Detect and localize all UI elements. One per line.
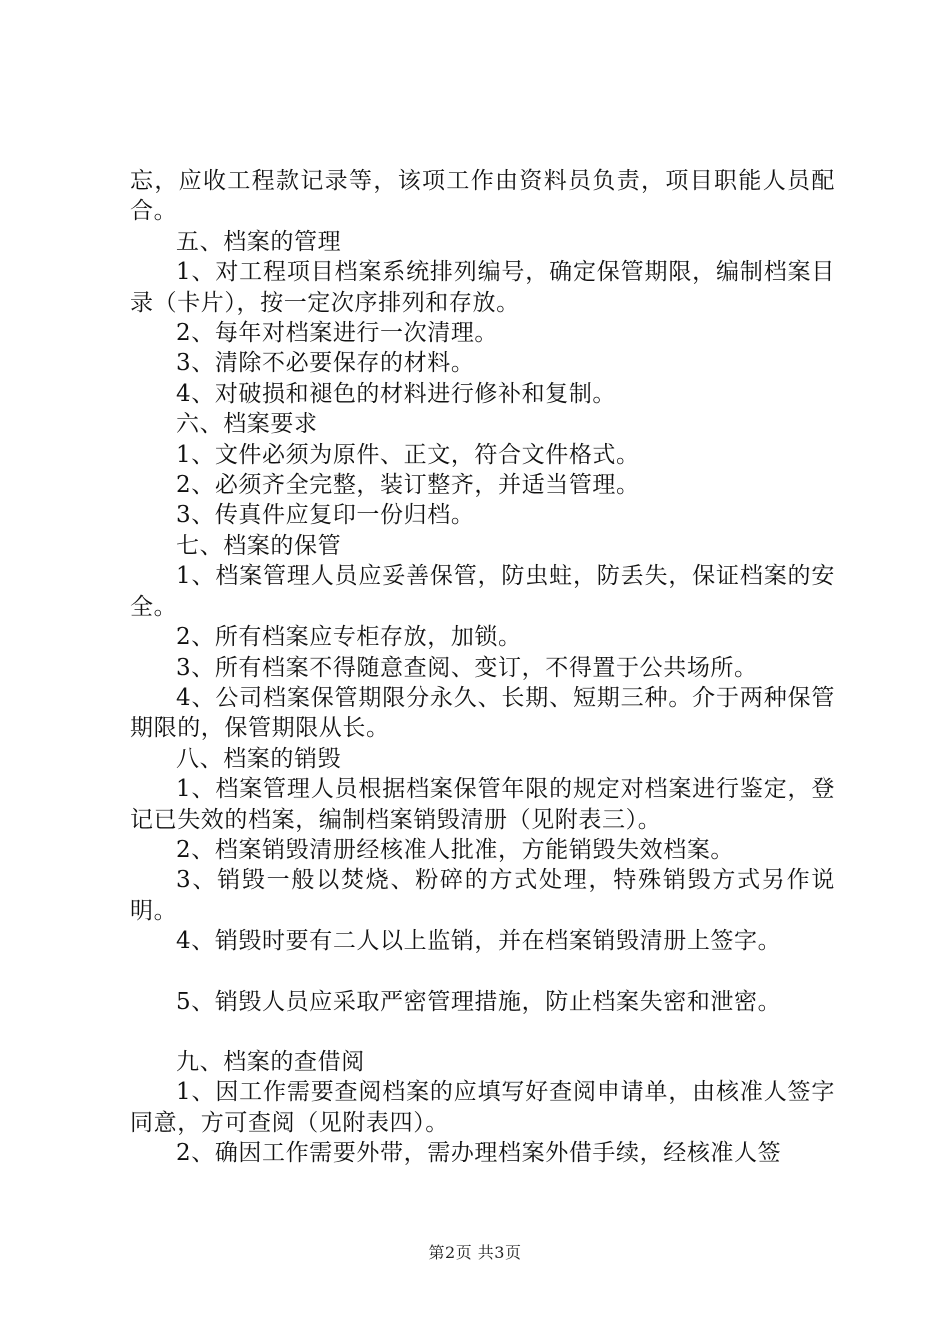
section-heading: 九、档案的查借阅 xyxy=(176,1048,365,1075)
document-body xyxy=(130,166,835,1169)
section-heading: 五、档案的管理 xyxy=(176,228,342,255)
section-heading: 七、档案的保管 xyxy=(176,532,342,559)
section-heading: 六、档案要求 xyxy=(176,411,318,438)
paragraph: 2、每年对档案进行一次清理。 xyxy=(176,320,499,347)
paragraph: 1、对工程项目档案系统排列编号，确定保管期限，编制档案目录（卡片），按一定次序排列和存放。 xyxy=(130,259,835,316)
page-number-label: 第2页 共3页 xyxy=(428,1243,522,1262)
paragraph: 2、必须齐全完整，装订整齐，并适当管理。 xyxy=(176,472,640,499)
page-footer xyxy=(0,1240,950,1263)
paragraph: 4、公司档案保管期限分永久、长期、短期三种。介于两种保管期限的，保管期限从长。 xyxy=(130,684,835,742)
paragraph: 4、销毁时要有二人以上监销，并在档案销毁清册上签字。 xyxy=(176,928,782,955)
paragraph: 3、销毁一般以焚烧、粉碎的方式处理，特殊销毁方式另作说明。 xyxy=(130,867,835,924)
paragraph: 1、因工作需要查阅档案的应填写好查阅申请单，由核准人签字同意，方可查阅（见附表四）。 xyxy=(130,1079,835,1136)
paragraph: 3、所有档案不得随意查阅、变订，不得置于公共场所。 xyxy=(176,654,758,681)
paragraph: 2、确因工作需要外带，需办理档案外借手续，经核准人签 xyxy=(176,1140,782,1167)
paragraph: 2、档案销毁清册经核准人批准，方能销毁失效档案。 xyxy=(176,836,735,863)
paragraph: 忘，应收工程款记录等，该项工作由资料员负责，项目职能人员配合。 xyxy=(130,168,835,225)
paragraph: 5、销毁人员应采取严密管理措施，防止档案失密和泄密。 xyxy=(176,988,782,1015)
paragraph: 2、所有档案应专柜存放，加锁。 xyxy=(176,624,522,651)
paragraph: 4、对破损和褪色的材料进行修补和复制。 xyxy=(176,380,617,407)
paragraph: 1、文件必须为原件、正文，符合文件格式。 xyxy=(176,441,640,468)
paragraph: 3、清除不必要保存的材料。 xyxy=(176,350,475,377)
paragraph: 1、档案管理人员应妥善保管，防虫蛀，防丢失，保证档案的安全。 xyxy=(130,563,835,620)
paragraph: 3、传真件应复印一份归档。 xyxy=(176,502,475,529)
paragraph: 1、档案管理人员根据档案保管年限的规定对档案进行鉴定，登记已失效的档案，编制档案销毁清册（见附表三）。 xyxy=(130,776,835,833)
section-heading: 八、档案的销毁 xyxy=(176,745,342,772)
